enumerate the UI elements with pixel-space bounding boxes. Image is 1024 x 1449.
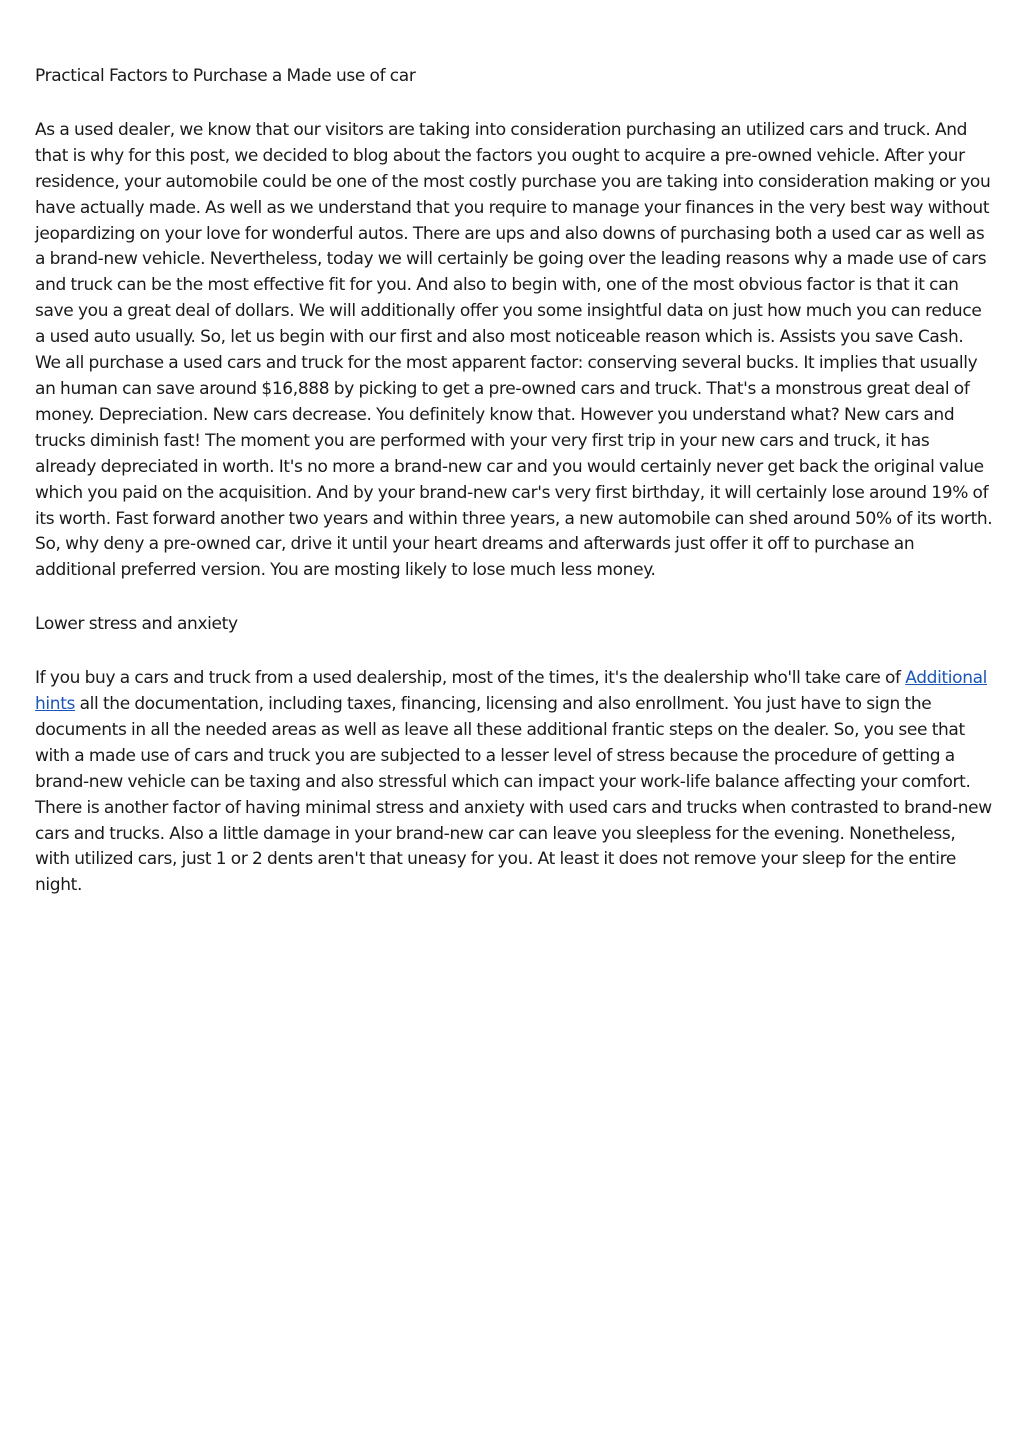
section-heading-lower-stress: Lower stress and anxiety: [35, 614, 238, 635]
document-title: Practical Factors to Purchase a Made use of car: [35, 66, 416, 86]
additional-hints-link[interactable]: Additional hints: [35, 668, 988, 715]
paragraph-text-before-link: If you buy a cars and truck from a used dealership, most of the times, it's the dealership who'll take care of: [35, 668, 906, 689]
paragraph-text-after-link: all the documentation, including taxes, financing, licensing and also enrollment. You just have to sign the documents in all the needed areas as well as leave all these additional frantic steps on the dealer. So, you see that with a made use of cars and truck you are subjected to a lesser level of stress because the procedure of getting a brand-new vehicle can be taxing and also stressful which can impact your work-life balance affecting your comfort. There is another factor of having minimal stress and anxiety with used cars and trucks when contrasted to brand-new cars and trucks. Also a little damage in your brand-new car can leave you sleepless for the evening. Nonetheless, with utilized cars, just 1 or 2 dents aren't that uneasy for you. At least it does not remove your sleep for the entire night.: [35, 694, 992, 896]
document-body: [35, 64, 993, 927]
paragraph-used-car-savings: As a used dealer, we know that our visitors are taking into consideration purchasing an utilized cars and truck. And that is why for this post, we decided to blog about the factors you ought to acquire a pre-owned vehicle. After your residence, your automobile could be one of the most costly purchase you are taking into consideration making or you have actually made. As well as we understand that you require to manage your finances in the very best way without jeopardizing on your love for wonderful autos. There are ups and also downs of purchasing both a used car as well as a brand-new vehicle. Nevertheless, today we will certainly be going over the leading reasons why a made use of cars and truck can be the most effective fit for you. And also to begin with, one of the most obvious factor is that it can save you a great deal of dollars. We will additionally offer you some insightful data on just how much you can reduce a used auto usually. So, let us begin with our first and also most noticeable reason which is. Assists you save Cash. We all purchase a used cars and truck for the most apparent factor: conserving several bucks. It implies that usually an human can save around $16,888 by picking to get a pre-owned cars and truck. That's a monstrous great deal of money. Depreciation. New cars decrease. You definitely know that. However you understand what? New cars and trucks diminish fast! The moment you are performed with your very first trip in your new cars and truck, it has already depreciated in worth. It's no more a brand-new car and you would certainly never get back the original value which you paid on the acquisition. And by your brand-new car's very first birthday, it will certainly lose around 19% of its worth. Fast forward another two years and within three years, a new automobile can shed around 50% of its worth. So, why deny a pre-owned car, drive it until your heart dreams and afterwards just offer it off to purchase an additional preferred version. You are mosting likely to lose much less money.: [35, 119, 993, 581]
paragraph-lower-stress: [35, 666, 993, 899]
